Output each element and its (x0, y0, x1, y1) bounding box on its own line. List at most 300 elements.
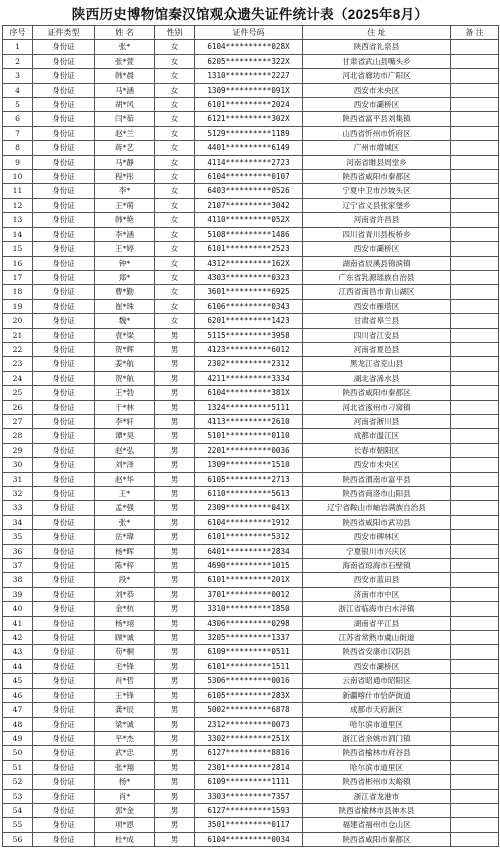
table-row (3, 731, 499, 745)
cell-index: 37 (3, 559, 33, 573)
cell-remarks (451, 559, 499, 573)
table-row (3, 242, 499, 256)
cell-id-number: 6101**********2024 (195, 98, 303, 112)
cell-id-type: 身份证 (33, 659, 95, 673)
header-id-number: 证件号码 (195, 26, 303, 40)
cell-remarks (451, 602, 499, 616)
cell-index: 26 (3, 400, 33, 414)
table-row (3, 429, 499, 443)
cell-remarks (451, 587, 499, 601)
cell-address: 哈尔滨市道里区 (303, 717, 451, 731)
cell-index: 30 (3, 458, 33, 472)
cell-id-number: 6104**********0034 (195, 832, 303, 846)
cell-gender: 女 (155, 299, 195, 313)
table-row (3, 170, 499, 184)
cell-id-type: 身份证 (33, 501, 95, 515)
cell-id-number: 6101**********5312 (195, 530, 303, 544)
table-row (3, 69, 499, 83)
cell-address: 浙江省余姚市泗门镇 (303, 731, 451, 745)
cell-index: 40 (3, 602, 33, 616)
cell-id-number: 5002**********6878 (195, 703, 303, 717)
cell-name: 贺*辉 (95, 342, 155, 356)
cell-name: 王*勃 (95, 386, 155, 400)
cell-address: 湖北省浠水县 (303, 371, 451, 385)
cell-id-type: 身份证 (33, 141, 95, 155)
cell-remarks (451, 328, 499, 342)
cell-id-type: 身份证 (33, 703, 95, 717)
cell-address: 宁夏银川市兴庆区 (303, 544, 451, 558)
cell-id-type: 身份证 (33, 242, 95, 256)
cell-address: 陕西省咸阳市秦都区 (303, 386, 451, 400)
table-row (3, 789, 499, 803)
table-row (3, 602, 499, 616)
cell-gender: 男 (155, 458, 195, 472)
cell-id-type: 身份证 (33, 731, 95, 745)
cell-name: 岳*瑋 (95, 530, 155, 544)
cell-id-number: 2312**********0073 (195, 717, 303, 731)
cell-remarks (451, 285, 499, 299)
cell-gender: 男 (155, 357, 195, 371)
cell-name: 崔*珠 (95, 299, 155, 313)
cell-gender: 男 (155, 731, 195, 745)
cell-id-number: 6403**********0526 (195, 184, 303, 198)
cell-index: 25 (3, 386, 33, 400)
table-row (3, 645, 499, 659)
cell-address: 湖南省平江县 (303, 616, 451, 630)
cell-id-number: 6109**********0511 (195, 645, 303, 659)
cell-gender: 女 (155, 285, 195, 299)
cell-remarks (451, 631, 499, 645)
cell-address: 福建省福州市仓山区 (303, 818, 451, 832)
cell-id-type: 身份证 (33, 487, 95, 501)
cell-address: 河南省睢县周堂乡 (303, 155, 451, 169)
cell-id-type: 身份证 (33, 357, 95, 371)
table-body (3, 40, 499, 847)
cell-gender: 男 (155, 746, 195, 760)
cell-id-type: 身份证 (33, 227, 95, 241)
cell-id-type: 身份证 (33, 270, 95, 284)
cell-address: 河北省廊坊市广阳区 (303, 69, 451, 83)
cell-gender: 女 (155, 69, 195, 83)
cell-address: 江西省南昌市青山湖区 (303, 285, 451, 299)
cell-id-number: 6201**********1423 (195, 314, 303, 328)
cell-id-number: 4113**********2610 (195, 414, 303, 428)
cell-name: 张* (95, 40, 155, 54)
cell-gender: 男 (155, 414, 195, 428)
header-gender: 性别 (155, 26, 195, 40)
cell-id-number: 6401**********2834 (195, 544, 303, 558)
cell-remarks (451, 688, 499, 702)
cell-id-number: 6106**********0343 (195, 299, 303, 313)
cell-address: 陕西省彬州市太峪镇 (303, 775, 451, 789)
cell-gender: 男 (155, 602, 195, 616)
cell-id-number: 5108**********1486 (195, 227, 303, 241)
cell-name: 赵*兰 (95, 126, 155, 140)
cell-index: 7 (3, 126, 33, 140)
cell-address: 甘肃省皋兰县 (303, 314, 451, 328)
cell-address: 河南省淅川县 (303, 414, 451, 428)
cell-id-type: 身份证 (33, 832, 95, 846)
cell-name: 蒋*艺 (95, 141, 155, 155)
cell-index: 18 (3, 285, 33, 299)
cell-id-number: 4110**********052X (195, 213, 303, 227)
cell-name: 郭*金 (95, 803, 155, 817)
cell-name: 武*忠 (95, 746, 155, 760)
cell-gender: 男 (155, 659, 195, 673)
cell-name: 马*静 (95, 155, 155, 169)
cell-address: 陕西省商洛市山阳县 (303, 487, 451, 501)
cell-gender: 男 (155, 386, 195, 400)
cell-index: 17 (3, 270, 33, 284)
cell-id-type: 身份证 (33, 472, 95, 486)
table-row (3, 198, 499, 212)
cell-id-type: 身份证 (33, 98, 95, 112)
cell-address: 济南市市中区 (303, 587, 451, 601)
cell-id-type: 身份证 (33, 616, 95, 630)
cell-gender: 男 (155, 616, 195, 630)
cell-address: 陕西省安康市汉阴县 (303, 645, 451, 659)
cell-index: 5 (3, 98, 33, 112)
cell-id-number: 1309**********1510 (195, 458, 303, 472)
cell-remarks (451, 242, 499, 256)
cell-index: 9 (3, 155, 33, 169)
cell-gender: 男 (155, 515, 195, 529)
table-row (3, 832, 499, 846)
cell-gender: 男 (155, 342, 195, 356)
table-row (3, 717, 499, 731)
table-row (3, 83, 499, 97)
table-row (3, 328, 499, 342)
cell-gender: 男 (155, 645, 195, 659)
cell-id-type: 身份证 (33, 458, 95, 472)
cell-index: 8 (3, 141, 33, 155)
cell-id-type: 身份证 (33, 83, 95, 97)
cell-id-type: 身份证 (33, 69, 95, 83)
cell-id-number: 6105**********2713 (195, 472, 303, 486)
cell-id-number: 6105**********283X (195, 688, 303, 702)
cell-id-number: 6110**********5613 (195, 487, 303, 501)
cell-gender: 女 (155, 198, 195, 212)
table-row (3, 659, 499, 673)
cell-name: 王* (95, 487, 155, 501)
table-row (3, 803, 499, 817)
cell-address: 四川省江安县 (303, 328, 451, 342)
cell-id-number: 2302**********2312 (195, 357, 303, 371)
cell-name: 程*彤 (95, 170, 155, 184)
cell-remarks (451, 213, 499, 227)
cell-remarks (451, 98, 499, 112)
cell-id-number: 6127**********1593 (195, 803, 303, 817)
cell-id-number: 3310**********1850 (195, 602, 303, 616)
cell-remarks (451, 487, 499, 501)
cell-address: 辽宁省义县张家堡乡 (303, 198, 451, 212)
cell-index: 14 (3, 227, 33, 241)
cell-id-type: 身份证 (33, 155, 95, 169)
table-row (3, 530, 499, 544)
cell-remarks (451, 256, 499, 270)
document-title: 陕西历史博物馆秦汉馆观众遗失证件统计表（2025年8月） (71, 7, 429, 22)
cell-gender: 男 (155, 400, 195, 414)
cell-index: 49 (3, 731, 33, 745)
cell-index: 19 (3, 299, 33, 313)
cell-id-number: 4690**********1015 (195, 559, 303, 573)
cell-address: 西安市碑林区 (303, 530, 451, 544)
cell-remarks (451, 155, 499, 169)
cell-name: 刘*泽 (95, 458, 155, 472)
cell-id-number: 5101**********0110 (195, 429, 303, 443)
cell-name: 段* (95, 573, 155, 587)
table-row (3, 371, 499, 385)
cell-id-number: 1310**********2227 (195, 69, 303, 83)
header-name: 姓 名 (95, 26, 155, 40)
cell-index: 21 (3, 328, 33, 342)
table-row (3, 126, 499, 140)
cell-gender: 男 (155, 501, 195, 515)
cell-index: 54 (3, 803, 33, 817)
cell-remarks (451, 717, 499, 731)
cell-gender: 女 (155, 126, 195, 140)
table-row (3, 818, 499, 832)
cell-gender: 女 (155, 213, 195, 227)
cell-name: 肖* (95, 789, 155, 803)
table-row (3, 746, 499, 760)
cell-gender: 女 (155, 98, 195, 112)
table-row (3, 40, 499, 54)
cell-id-number: 3302**********251X (195, 731, 303, 745)
cell-remarks (451, 616, 499, 630)
cell-index: 6 (3, 112, 33, 126)
cell-name: 韩*晨 (95, 69, 155, 83)
cell-id-type: 身份证 (33, 645, 95, 659)
table-row (3, 487, 499, 501)
table-row (3, 256, 499, 270)
cell-remarks (451, 69, 499, 83)
cell-name: 王*萌 (95, 198, 155, 212)
cell-index: 45 (3, 674, 33, 688)
cell-name: 杨*翊 (95, 616, 155, 630)
cell-remarks (451, 342, 499, 356)
cell-id-number: 4312**********162X (195, 256, 303, 270)
cell-gender: 男 (155, 429, 195, 443)
cell-remarks (451, 760, 499, 774)
cell-remarks (451, 112, 499, 126)
cell-index: 31 (3, 472, 33, 486)
cell-remarks (451, 414, 499, 428)
cell-id-type: 身份证 (33, 818, 95, 832)
cell-id-number: 5129**********1189 (195, 126, 303, 140)
cell-remarks (451, 126, 499, 140)
cell-gender: 男 (155, 760, 195, 774)
cell-name: 胡*风 (95, 98, 155, 112)
cell-index: 27 (3, 414, 33, 428)
cell-gender: 男 (155, 544, 195, 558)
cell-index: 50 (3, 746, 33, 760)
cell-address: 西安市未央区 (303, 458, 451, 472)
cell-remarks (451, 270, 499, 284)
cell-index: 56 (3, 832, 33, 846)
cell-id-number: 6104**********0107 (195, 170, 303, 184)
cell-remarks (451, 501, 499, 515)
cell-name: 王*锋 (95, 688, 155, 702)
cell-id-number: 1324**********5111 (195, 400, 303, 414)
table-row (3, 688, 499, 702)
cell-index: 47 (3, 703, 33, 717)
cell-index: 1 (3, 40, 33, 54)
cell-id-number: 2107**********3042 (195, 198, 303, 212)
cell-remarks (451, 184, 499, 198)
cell-address: 广东省乳源瑶族自治县 (303, 270, 451, 284)
cell-address: 河北省涿州市刁窝镇 (303, 400, 451, 414)
cell-name: 孟*强 (95, 501, 155, 515)
cell-name: 龚*辰 (95, 703, 155, 717)
cell-gender: 男 (155, 688, 195, 702)
cell-gender: 女 (155, 54, 195, 68)
cell-index: 11 (3, 184, 33, 198)
cell-id-type: 身份证 (33, 775, 95, 789)
cell-remarks (451, 703, 499, 717)
cell-address: 西安市灞桥区 (303, 242, 451, 256)
cell-index: 35 (3, 530, 33, 544)
cell-id-number: 1309**********091X (195, 83, 303, 97)
table-row (3, 314, 499, 328)
cell-id-number: 5306**********0016 (195, 674, 303, 688)
cell-address: 陕西省榆林市县神木县 (303, 803, 451, 817)
cell-name: 钟* (95, 256, 155, 270)
cell-id-type: 身份证 (33, 328, 95, 342)
cell-gender: 女 (155, 170, 195, 184)
cell-name: 顾*诚 (95, 631, 155, 645)
cell-id-type: 身份证 (33, 314, 95, 328)
cell-id-type: 身份证 (33, 342, 95, 356)
cell-address: 宁夏中卫市沙坡头区 (303, 184, 451, 198)
cell-remarks (451, 515, 499, 529)
cell-name: 陈*梓 (95, 559, 155, 573)
cell-gender: 男 (155, 674, 195, 688)
cell-name: 平*杰 (95, 731, 155, 745)
cell-name: 刘*恭 (95, 587, 155, 601)
cell-name: 梁*诚 (95, 717, 155, 731)
cell-id-number: 4306**********0298 (195, 616, 303, 630)
cell-id-type: 身份证 (33, 587, 95, 601)
cell-id-number: 4114**********2723 (195, 155, 303, 169)
cell-id-type: 身份证 (33, 170, 95, 184)
cell-address: 西安市灞桥区 (303, 98, 451, 112)
cell-name: 李*涵 (95, 227, 155, 241)
cell-id-type: 身份证 (33, 760, 95, 774)
cell-id-number: 6104**********1912 (195, 515, 303, 529)
cell-id-type: 身份证 (33, 112, 95, 126)
cell-remarks (451, 674, 499, 688)
cell-address: 湖南省辰溪县锦滨镇 (303, 256, 451, 270)
cell-gender: 男 (155, 559, 195, 573)
table-row (3, 458, 499, 472)
cell-index: 2 (3, 54, 33, 68)
cell-id-number: 3501**********0117 (195, 818, 303, 832)
cell-remarks (451, 429, 499, 443)
cell-id-number: 3205**********1337 (195, 631, 303, 645)
cell-address: 河南省夏邑县 (303, 342, 451, 356)
cell-remarks (451, 443, 499, 457)
cell-remarks (451, 299, 499, 313)
table-row (3, 472, 499, 486)
cell-id-type: 身份证 (33, 674, 95, 688)
cell-name: 金*杭 (95, 602, 155, 616)
cell-id-type: 身份证 (33, 746, 95, 760)
table-row (3, 559, 499, 573)
cell-gender: 男 (155, 487, 195, 501)
cell-name: 王*婷 (95, 242, 155, 256)
cell-name: 郑* (95, 270, 155, 284)
cell-remarks (451, 357, 499, 371)
cell-address: 辽宁省鞍山市岫岩满族自治县 (303, 501, 451, 515)
table-row (3, 760, 499, 774)
cell-name: 毛*锋 (95, 659, 155, 673)
cell-name: 闫*茹 (95, 112, 155, 126)
cell-name: 张*翔 (95, 760, 155, 774)
cell-remarks (451, 141, 499, 155)
cell-name: 曹*勤 (95, 285, 155, 299)
cell-gender: 男 (155, 371, 195, 385)
cell-id-type: 身份证 (33, 631, 95, 645)
cell-gender: 男 (155, 587, 195, 601)
cell-id-type: 身份证 (33, 299, 95, 313)
cell-address: 成都市天府新区 (303, 703, 451, 717)
cell-remarks (451, 573, 499, 587)
header-address: 住 址 (303, 26, 451, 40)
cell-id-number: 3303**********7357 (195, 789, 303, 803)
cell-gender: 男 (155, 717, 195, 731)
cell-id-number: 5115**********3958 (195, 328, 303, 342)
cell-id-number: 6104**********028X (195, 40, 303, 54)
cell-address: 成都市温江区 (303, 429, 451, 443)
cell-remarks (451, 458, 499, 472)
cell-index: 51 (3, 760, 33, 774)
cell-index: 12 (3, 198, 33, 212)
cell-remarks (451, 818, 499, 832)
cell-remarks (451, 746, 499, 760)
cell-name: 项*恩 (95, 818, 155, 832)
cell-gender: 男 (155, 631, 195, 645)
table-row (3, 213, 499, 227)
cell-address: 甘肃省武山县嘴头乡 (303, 54, 451, 68)
cell-gender: 女 (155, 40, 195, 54)
table-row (3, 227, 499, 241)
cell-index: 41 (3, 616, 33, 630)
table-row (3, 501, 499, 515)
cell-index: 46 (3, 688, 33, 702)
cell-id-type: 身份证 (33, 573, 95, 587)
cell-id-type: 身份证 (33, 198, 95, 212)
table-header-row (3, 26, 499, 40)
cell-gender: 女 (155, 256, 195, 270)
cell-gender: 男 (155, 573, 195, 587)
cell-gender: 女 (155, 112, 195, 126)
cell-name: 赵*华 (95, 472, 155, 486)
cell-id-number: 6109**********1111 (195, 775, 303, 789)
cell-remarks (451, 530, 499, 544)
cell-address: 山西省忻州市忻府区 (303, 126, 451, 140)
table-row (3, 414, 499, 428)
cell-address: 陕西省咸阳市秦都区 (303, 832, 451, 846)
cell-name: 魏* (95, 314, 155, 328)
table-row (3, 587, 499, 601)
cell-gender: 男 (155, 703, 195, 717)
cell-gender: 男 (155, 832, 195, 846)
cell-remarks (451, 170, 499, 184)
cell-gender: 女 (155, 155, 195, 169)
cell-gender: 男 (155, 472, 195, 486)
cell-id-type: 身份证 (33, 184, 95, 198)
